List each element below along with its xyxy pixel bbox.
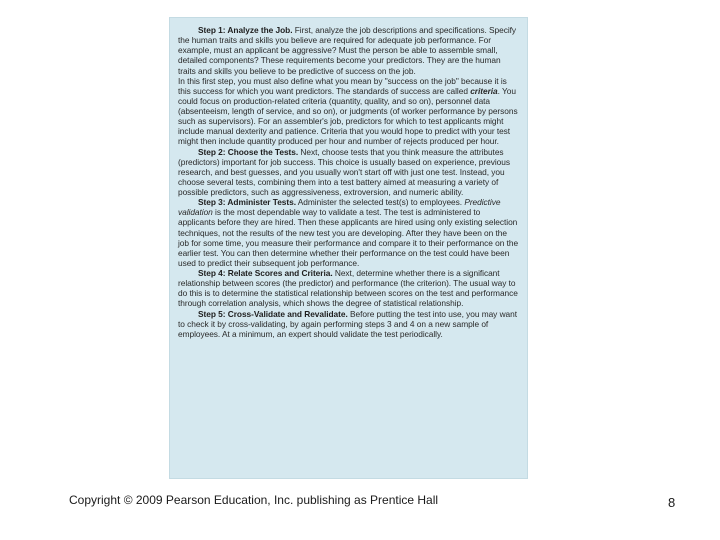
- criteria-text-after: . You could focus on production-related criteria (quantity, quality, and so on), personnel data (absenteeism, length of service, and so on), or judgments (of worker performance by persons such as supervisors). For an assembler's job, predictors for which to test applicants might include manual dexterity and patience. Criteria that you would hope to predict with your test might then include quantity produced per hour and number of rejects produced per hour.: [178, 85, 518, 147]
- step-2-title: Step 2: Choose the Tests.: [198, 146, 299, 157]
- step-1-criteria-paragraph: [178, 76, 519, 147]
- excerpt-text: [178, 25, 519, 339]
- step-5-body: Before putting the test into use, you may want to check it by cross-validating, by again performing steps 3 and 4 on a new sample of employees. At a minimum, an expert should validate the test periodically.: [178, 308, 517, 339]
- step-5-title: Step 5: Cross-Validate and Revalidate.: [198, 308, 348, 319]
- step-1-paragraph: [178, 25, 519, 76]
- predictive-validation-term: Predictive validation: [178, 197, 501, 218]
- step-3-paragraph: [178, 197, 519, 268]
- criteria-term: criteria: [470, 85, 498, 96]
- copyright-footer: Copyright © 2009 Pearson Education, Inc. publishing as Prentice Hall: [69, 493, 439, 507]
- step-3-body: Administer the selected test(s) to employees.: [295, 197, 463, 208]
- criteria-text-before: In this first step, you must also define what you mean by "success on the job" because it is this success for which you want predictors. The standards of success are called: [178, 75, 507, 96]
- step-4-title: Step 4: Relate Scores and Criteria.: [198, 268, 333, 278]
- step-4-paragraph: [178, 268, 519, 309]
- step-2-body: Next, choose tests that you think measure the attributes (predictors) important for job success. This choice is usually based on experience, previous research, and best guesses, and you usually won't start off with just one test. Instead, you choose several tests, combining them into a test battery aimed at measuring a variety of possible predictors, such as aggressiveness, extroversion, and numeric ability.: [178, 146, 510, 197]
- textbook-excerpt-panel: [169, 17, 528, 479]
- page-number: 8: [668, 495, 676, 510]
- step-2-paragraph: [178, 147, 519, 198]
- step-4-body: Next, determine whether there is a significant relationship between scores (the predictor) and performance (the criterion). The usual way to do this is to determine the statistical relationship between scores on the test and performance through correlation analysis, which shows the degree of statistical relationship.: [178, 268, 518, 309]
- step-1-title: Step 1: Analyze the Job.: [198, 25, 293, 35]
- step-3-body-after: is the most dependable way to validate a test. The test is administered to applicants before they are hired. Then these applicants are hired using only existing selection techniques, not the results of the new test you are developing. After they have been on the job for some time, you measure their performance and compare it to their performance on the earlier test. You can then determine whether their performance on the test could have been used to predict their subsequent job performance.: [178, 207, 519, 268]
- step-5-paragraph: [178, 309, 519, 339]
- step-3-title: Step 3: Administer Tests.: [198, 197, 296, 208]
- step-1-body: First, analyze the job descriptions and specifications. Specify the human traits and skills you believe are required for adequate job performance. For example, must an applicant be aggressive? Must the person be able to assemble small, detailed components? These requirements become your predictors. They are the human traits and skills you believe to be predictive of success on the job.: [178, 25, 517, 76]
